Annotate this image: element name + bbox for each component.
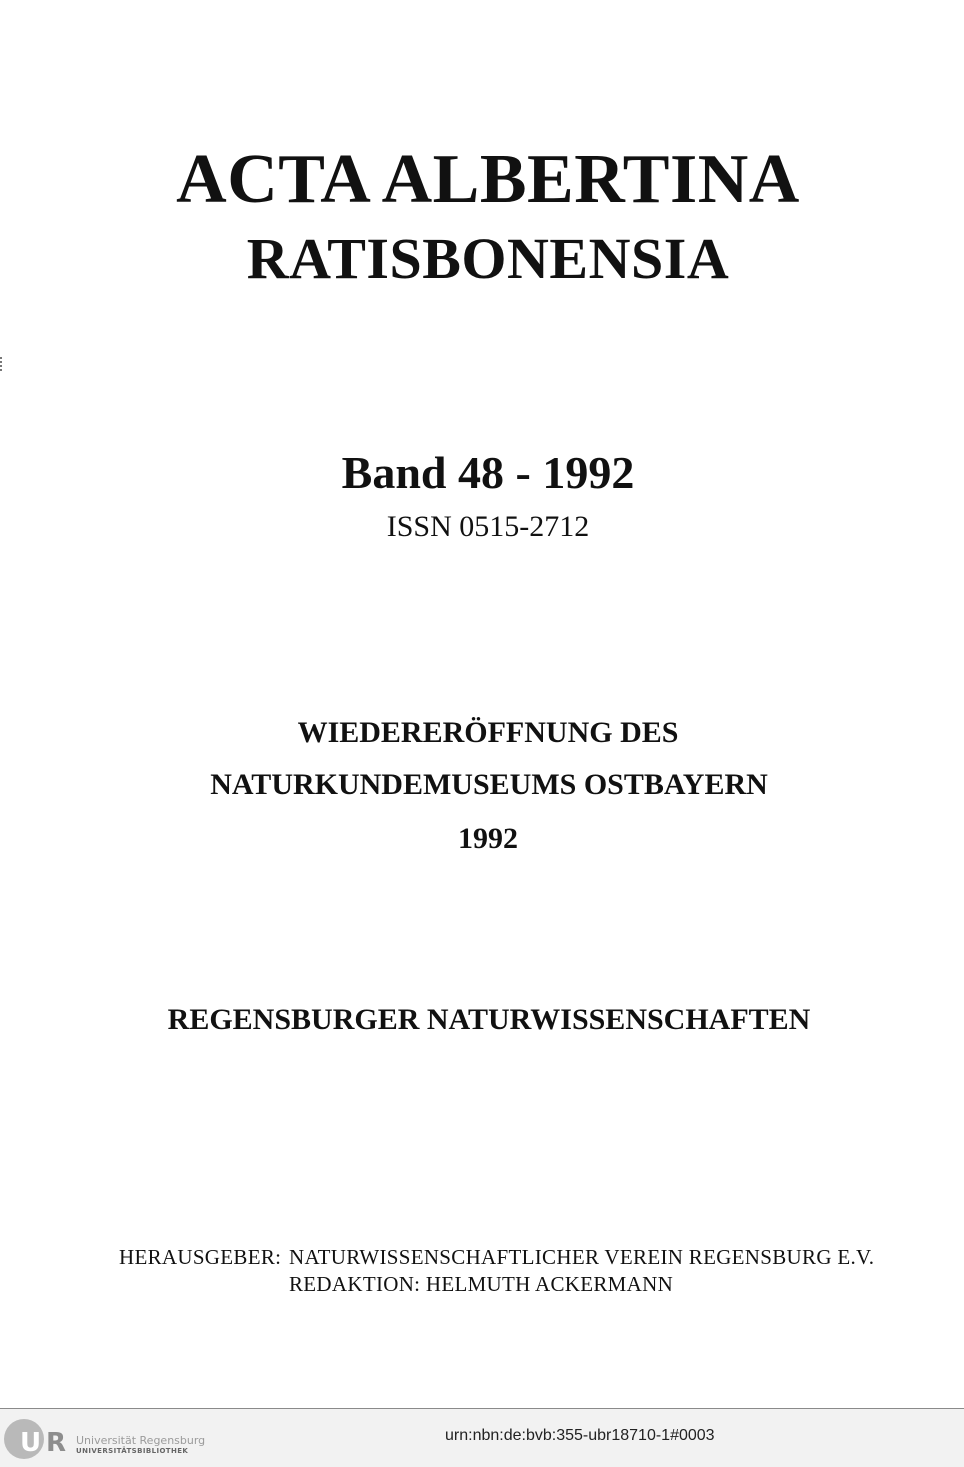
svg-text:R: R (46, 1428, 67, 1458)
volume-heading: Band 48 - 1992 (341, 447, 635, 498)
university-logo[interactable] (4, 1413, 224, 1463)
logo-library-text: UNIVERSITÄTSBIBLIOTHEK (76, 1447, 189, 1455)
subtitle-line2: NATURKUNDEMUSEUMS OSTBAYERN (210, 768, 768, 801)
issn-number: ISSN 0515-2712 (386, 510, 590, 543)
svg-text:U: U (20, 1428, 42, 1458)
ur-logo-icon (4, 1417, 76, 1461)
publisher-label: HERAUSGEBER: (119, 1245, 282, 1269)
subtitle-year: 1992 (458, 822, 518, 855)
journal-title-line2: RATISBONENSIA (246, 226, 730, 291)
journal-title-line1: ACTA ALBERTINA (176, 141, 800, 218)
subtitle-line1: WIEDERERÖFFNUNG DES (297, 716, 679, 749)
series-title: REGENSBURGER NATURWISSENSCHAFTEN (167, 1003, 811, 1036)
scan-edge-mark (0, 357, 5, 371)
editor-text: REDAKTION: HELMUTH ACKERMANN (289, 1272, 674, 1296)
logo-wordmark (76, 1435, 205, 1456)
urn-identifier[interactable]: urn:nbn:de:bvb:355-ubr18710-1#0003 (445, 1427, 715, 1444)
publisher-name: NATURWISSENSCHAFTLICHER VEREIN REGENSBURG E.V. (289, 1245, 875, 1269)
editor-spacer (119, 1271, 289, 1298)
editor-row (119, 1271, 874, 1298)
viewer-footer (0, 1408, 964, 1467)
publisher-row (119, 1244, 874, 1271)
logo-university-text: Universität Regensburg (76, 1434, 206, 1447)
credits-block (119, 1244, 874, 1298)
